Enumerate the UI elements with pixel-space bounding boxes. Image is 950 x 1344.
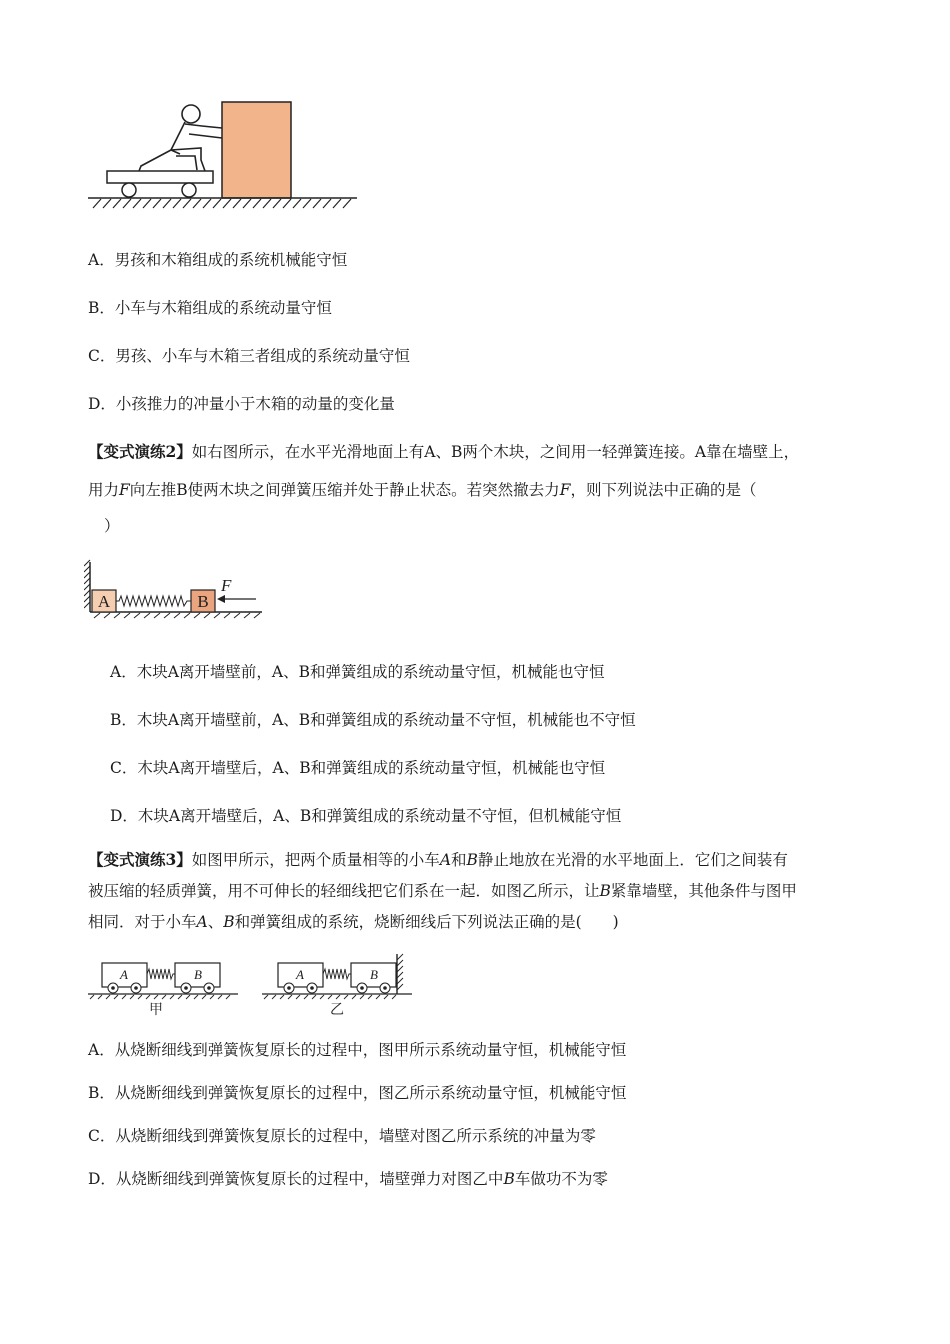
q3-symbol: A [439, 851, 452, 869]
q2-text: 用力 [88, 481, 120, 499]
arrow-head-icon [217, 595, 225, 603]
block-a-label: A [97, 592, 111, 611]
wooden-box [222, 102, 291, 198]
boy-figure [139, 105, 222, 171]
q3-text: 和 [451, 851, 467, 869]
q3-text: 、 [207, 913, 224, 931]
carts-figure [86, 950, 416, 1022]
block-b-label: B [197, 592, 209, 611]
q3-option-d [88, 1168, 608, 1190]
q3-text: 紧靠墙壁，其他条件与图甲 [610, 882, 797, 900]
q2-force-symbol: F [119, 481, 130, 499]
q3-option-c: C．从烧断细线到弹簧恢复原长的过程中，墙壁对图乙所示系统的冲量为零 [88, 1127, 596, 1145]
q3-option-a: A．从烧断细线到弹簧恢复原长的过程中，图甲所示系统动量守恒，机械能守恒 [88, 1041, 627, 1059]
cart-a-yi-label: A [296, 967, 304, 982]
cart-wheel [182, 183, 196, 197]
q3-text: 相同．对于小车 [88, 913, 197, 931]
q1-option-a: A．男孩和木箱组成的系统机械能守恒 [88, 251, 348, 269]
q3-text: 被压缩的轻质弹簧，用不可伸长的轻细线把它们系在一起．如图乙所示，让 [88, 882, 600, 900]
q2-option-a: A．木块A离开墙壁前，A、B和弹簧组成的系统动量守恒，机械能也守恒 [110, 663, 605, 681]
q2-stem-text: 如右图所示，在水平光滑地面上有A、B两个木块，之间用一轻弹簧连接。A靠在墙壁上， [191, 443, 800, 461]
q3-symbol: B [599, 882, 611, 900]
spring-jia [147, 969, 175, 979]
q3-stem-line2 [88, 880, 797, 902]
q2-option-c: C．木块A离开墙壁后，A、B和弹簧组成的系统动量守恒，机械能也守恒 [110, 759, 606, 777]
q2-option-d: D．木块A离开墙壁后，A、B和弹簧组成的系统动量不守恒，但机械能守恒 [110, 807, 622, 825]
spring [116, 596, 191, 606]
q3-option-d-text: D．从烧断细线到弹簧恢复原长的过程中，墙壁弹力对图乙中 [88, 1170, 504, 1188]
q3-symbol: B [223, 913, 235, 931]
spring-blocks-figure [84, 558, 269, 620]
q2-tag: 【变式演练2】 [88, 442, 192, 461]
q3-symbol: B [466, 851, 478, 869]
q1-option-d: D．小孩推力的冲量小于木箱的动量的变化量 [88, 395, 395, 413]
q2-force-symbol: F [559, 481, 571, 499]
q1-option-b: B．小车与木箱组成的系统动量守恒 [88, 299, 332, 317]
q2-stem-line2 [88, 479, 756, 501]
force-label: F [221, 576, 232, 595]
spring-yi [323, 969, 351, 979]
q3-text: 静止地放在光滑的水平地面上．它们之间装有 [477, 851, 788, 869]
figure-label-yi: 乙 [330, 1002, 344, 1018]
figure-label-jia: 甲 [149, 1002, 163, 1018]
q3-tag: 【变式演练3】 [88, 850, 192, 869]
q3-text: 和弹簧组成的系统，烧断细线后下列说法正确的是( ) [234, 913, 619, 931]
q2-stem-line3: ） [104, 517, 120, 535]
q3-symbol: B [503, 1170, 515, 1188]
boy-cart-box-figure [85, 98, 365, 213]
cart-wheel [122, 183, 136, 197]
q2-text: 向左推B使两木块之间弹簧压缩并处于静止状态。若突然撤去力 [129, 481, 560, 499]
q1-option-c: C．男孩、小车与木箱三者组成的系统动量守恒 [88, 347, 410, 365]
q3-stem-line3 [88, 911, 619, 933]
cart-a-jia-label: A [120, 967, 128, 982]
q3-option-d-text: 车做功不为零 [514, 1170, 608, 1188]
q2-option-b: B．木块A离开墙壁前，A、B和弹簧组成的系统动量不守恒，机械能也不守恒 [110, 711, 636, 729]
cart-b-yi-label: B [370, 967, 378, 982]
cart-b-jia-label: B [194, 967, 202, 982]
q3-text: 如图甲所示，把两个质量相等的小车 [191, 851, 440, 869]
q3-stem-line1 [88, 849, 788, 871]
q3-symbol: A [196, 913, 208, 931]
q3-option-b: B．从烧断细线到弹簧恢复原长的过程中，图乙所示系统动量守恒，机械能守恒 [88, 1084, 627, 1102]
q2-text: ，则下列说法中正确的是（ [570, 481, 757, 499]
cart-platform [107, 171, 213, 183]
q2-stem-line1 [88, 441, 799, 463]
